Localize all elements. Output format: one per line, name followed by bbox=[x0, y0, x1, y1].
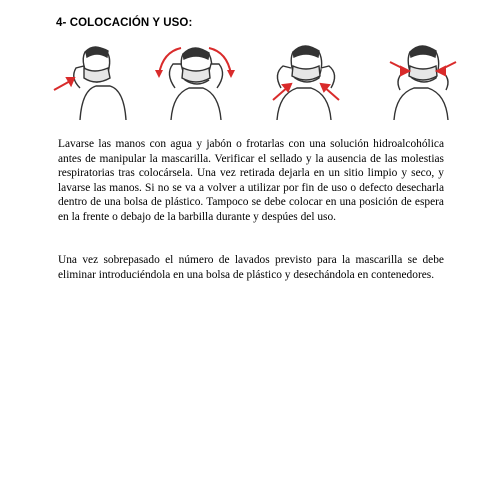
person-checking-mask-seal-icon bbox=[370, 40, 470, 120]
person-adjusting-mask-straps-icon bbox=[145, 40, 245, 120]
section-heading: 4- COLOCACIÓN Y USO: bbox=[56, 17, 193, 29]
person-putting-on-mask-icon bbox=[40, 40, 140, 120]
mask-instructions-illustration bbox=[40, 40, 470, 120]
disposal-paragraph: Una vez sobrepasado el número de lavados previsto para la mascarilla se debe eliminar introduciéndola en una bolsa de plástico y desechándola en contenedores. bbox=[58, 254, 444, 281]
person-pinching-nose-clip-icon bbox=[255, 40, 355, 120]
instructions-paragraph: Lavarse las manos con agua y jabón o frotarlas con una solución hidroalcohólica antes de manipular la mascarilla. Verificar el sellado y la ausencia de las molestias respiratorias tras colocársela. Una vez retirada dejarla en un sitio limpio y seco, y lavarse las manos. Si no se va a volver a utilizar por fin de uso o defecto desecharla dentro de una bolsa de plástico. Tampoco se debe colocar en una posición de espera en la frente o debajo de la barbilla durante y despúes del uso. bbox=[58, 138, 444, 223]
